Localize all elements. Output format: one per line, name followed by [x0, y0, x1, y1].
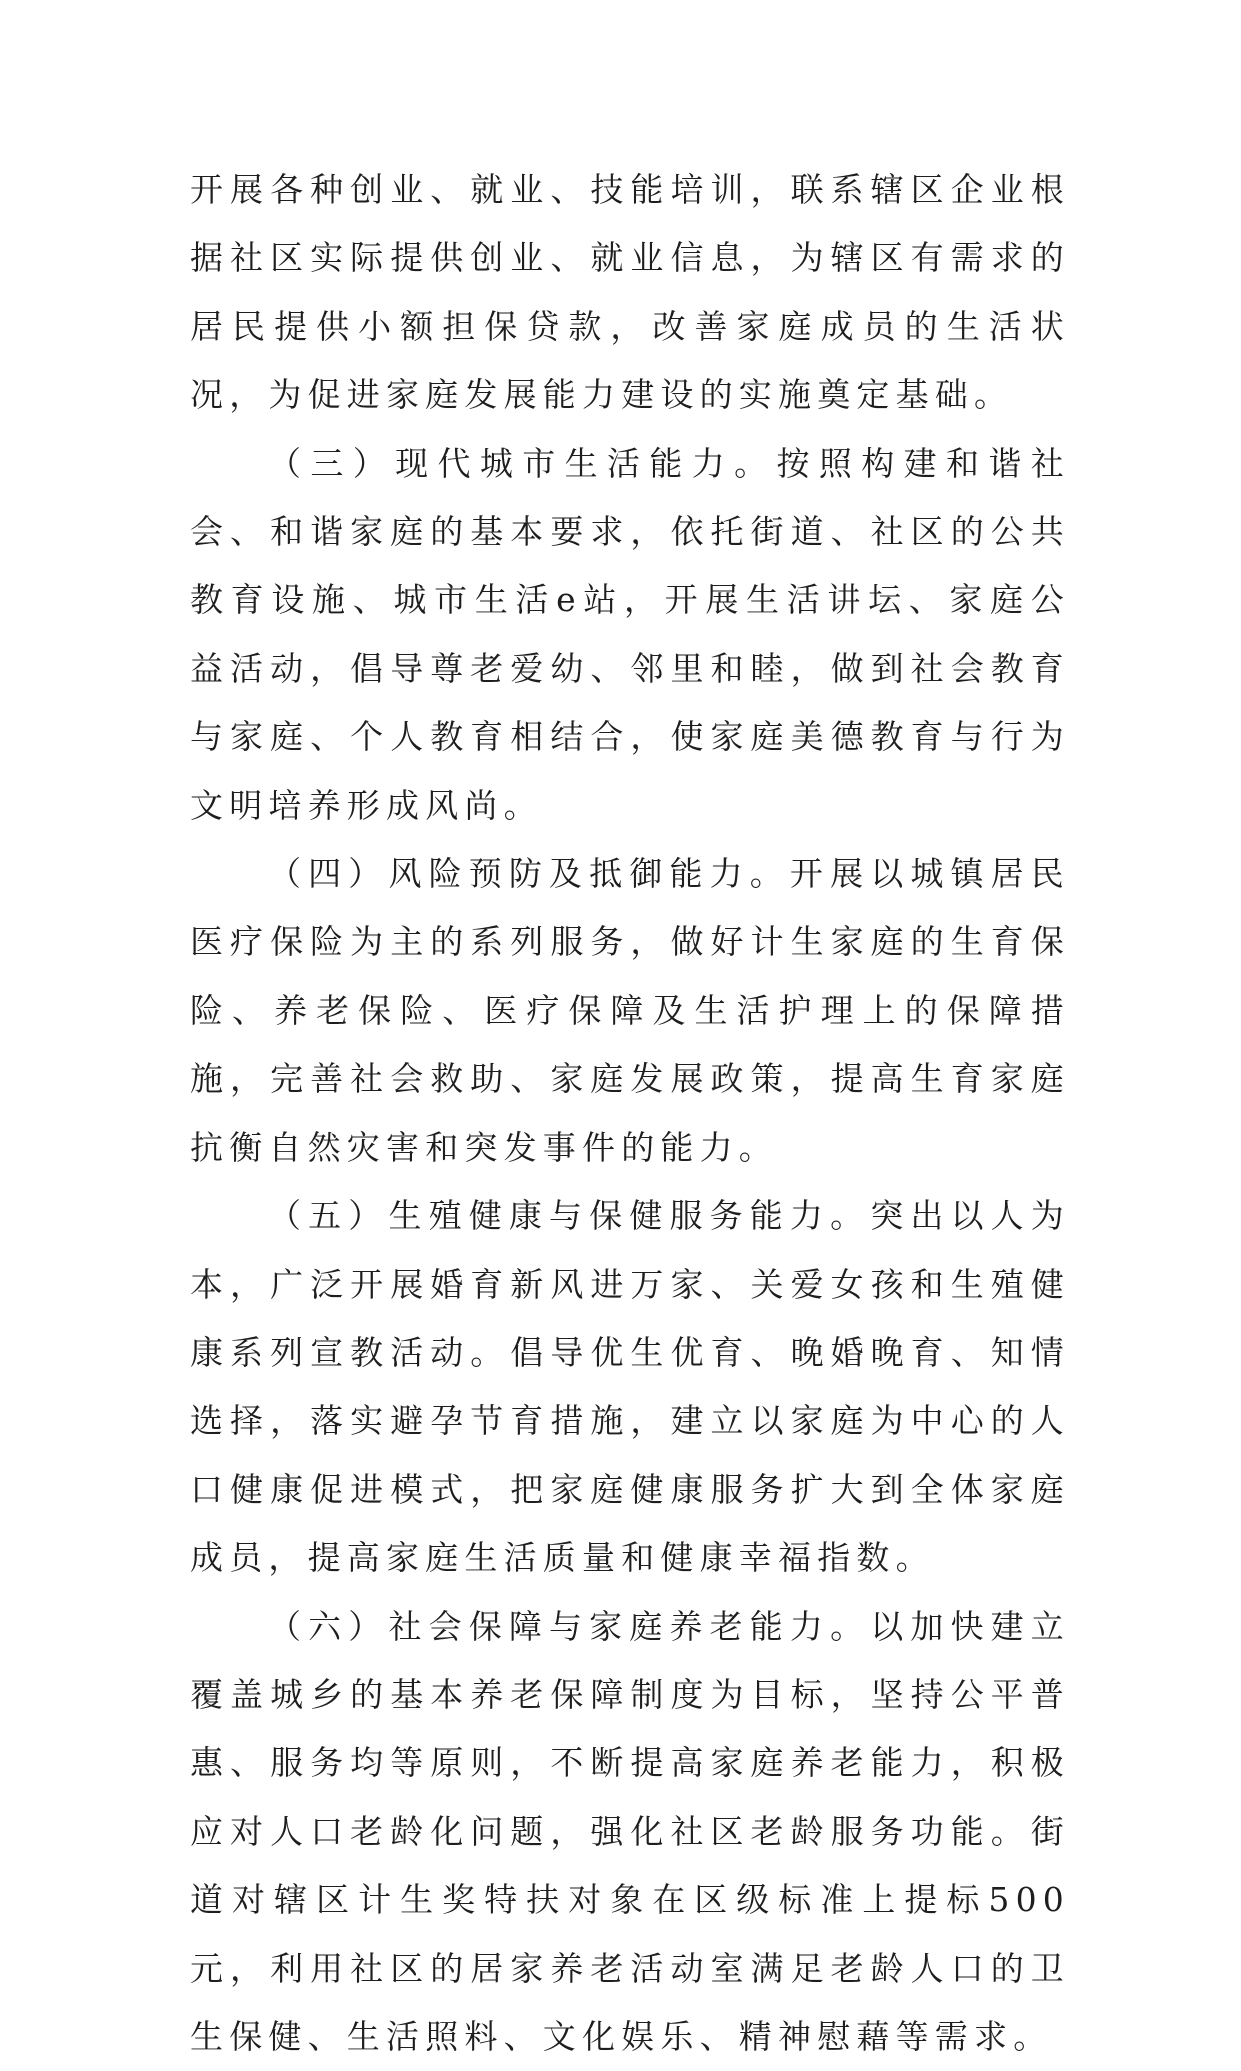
paragraph-section-6: （六）社会保障与家庭养老能力。以加快建立覆盖城乡的基本养老保障制度为目标，坚持公平普惠、服务均等原则，不断提高家庭养老能力，积极应对人口老龄化问题，强化社区老龄服务功能。街道对辖区计生奖特扶对象在区级标准上提标500元，利用社区的居家养老活动室满足老龄人口的卫生保健、生活照料、文化娱乐、精神慰藉等需求。 [190, 1606, 1070, 2056]
paragraph-section-3: （三）现代城市生活能力。按照构建和谐社会、和谐家庭的基本要求，依托街道、社区的公共教育设施、城市生活e站，开展生活讲坛、家庭公益活动，倡导尊老爱幼、邻里和睦，做到社会教育与家庭、个人教育相结合，使家庭美德教育与行为文明培养形成风尚。 [190, 443, 1070, 825]
document-body [190, 156, 1070, 2071]
paragraph-section-5: （五）生殖健康与保健服务能力。突出以人为本，广泛开展婚育新风进万家、关爱女孩和生殖健康系列宣教活动。倡导优生优育、晚婚晚育、知情选择，落实避孕节育措施，建立以家庭为中心的人口健康促进模式，把家庭健康服务扩大到全体家庭成员，提高家庭生活质量和健康幸福指数。 [190, 1196, 1070, 1578]
paragraph-section-4: （四）风险预防及抵御能力。开展以城镇居民医疗保险为主的系列服务，做好计生家庭的生育保险、养老保险、医疗保障及生活护理上的保障措施，完善社会救助、家庭发展政策，提高生育家庭抗衡自然灾害和突发事件的能力。 [190, 854, 1070, 1167]
paragraph-continuation: 开展各种创业、就业、技能培训，联系辖区企业根据社区实际提供创业、就业信息，为辖区有需求的居民提供小额担保贷款，改善家庭成员的生活状况，为促进家庭发展能力建设的实施奠定基础。 [190, 170, 1070, 415]
